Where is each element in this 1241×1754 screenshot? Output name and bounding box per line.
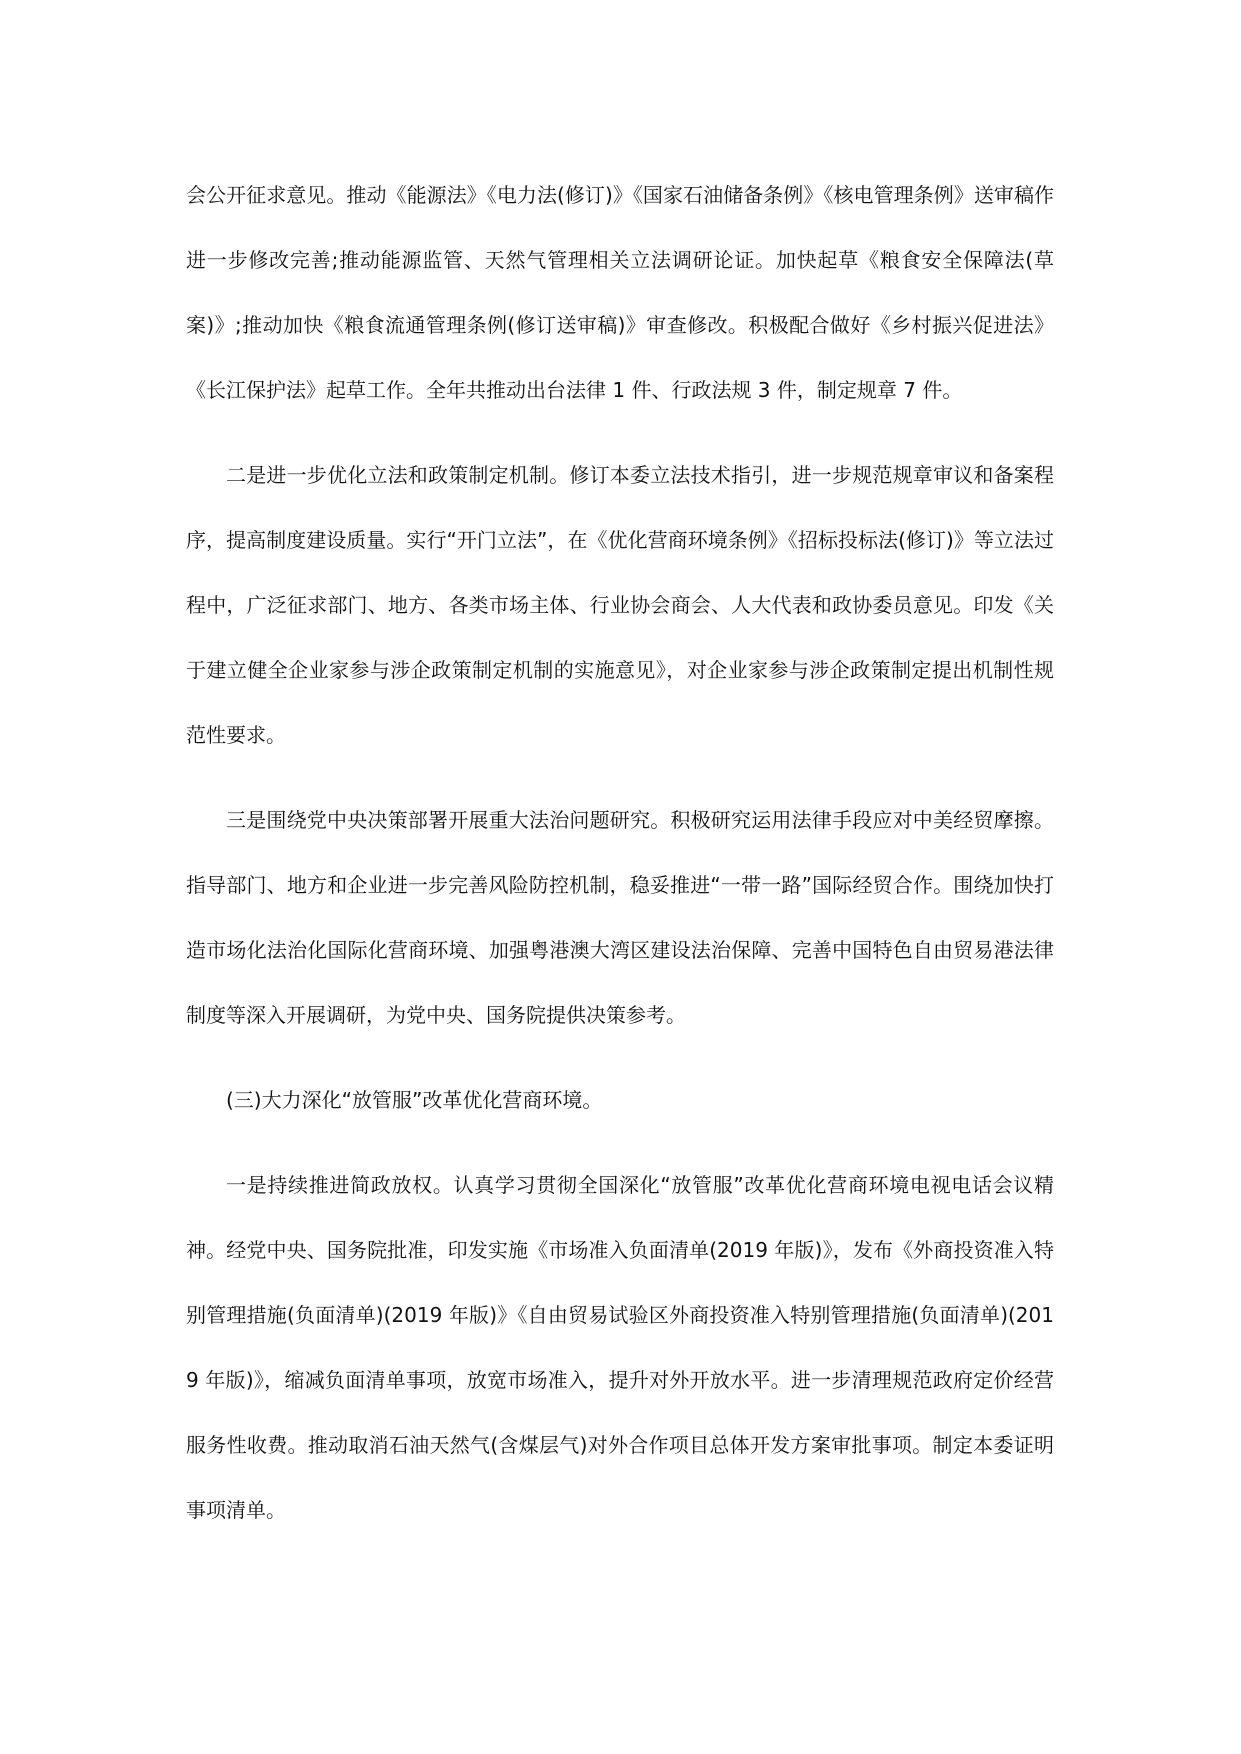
paragraph-simplify-administration: 一是持续推进简政放权。认真学习贯彻全国深化“放管服”改革优化营商环境电视电话会议精神。经党中央、国务院批准，印发实施《市场准入负面清单(2019 年版)》，发布《外商投资准入特别管理措施(负面清单)(2019 年版)》《自由贸易试验区外商投资准入特别管理措施(负面清单)(2019 年版)》，缩减负面清单事项，放宽市场准入，提升对外开放水平。进一步清理规范政府定价经营服务性收费。推动取消石油天然气(含煤层气)对外合作项目总体开发方案审批事项。制定本委证明事项清单。 [186, 1173, 1054, 1522]
paragraph-continuation: 会公开征求意见。推动《能源法》《电力法(修订)》《国家石油储备条例》《核电管理条例》送审稿作进一步修改完善;推动能源监管、天然气管理相关立法调研论证。加快起草《粮食安全保障法(草案)》;推动加快《粮食流通管理条例(修订送审稿)》审查修改。积极配合做好《乡村振兴促进法》《长江保护法》起草工作。全年共推动出台法律 1 件、行政法规 3 件，制定规章 7 件。 [186, 183, 1054, 402]
section-heading: (三)大力深化“放管服”改革优化营商环境。 [226, 1088, 603, 1112]
document-body [186, 163, 1054, 1543]
paragraph-legislation-mechanism: 二是进一步优化立法和政策制定机制。修订本委立法技术指引，进一步规范规章审议和备案程序，提高制度建设质量。实行“开门立法”，在《优化营商环境条例》《招标投标法(修订)》等立法过程中，广泛征求部门、地方、各类市场主体、行业协会商会、人大代表和政协委员意见。印发《关于建立健全企业家参与涉企政策制定机制的实施意见》，对企业家参与涉企政策制定提出机制性规范性要求。 [186, 463, 1054, 747]
paragraph-legal-research: 三是围绕党中央决策部署开展重大法治问题研究。积极研究运用法律手段应对中美经贸摩擦。指导部门、地方和企业进一步完善风险防控机制，稳妥推进“一带一路”国际经贸合作。围绕加快打造市场化法治化国际化营商环境、加强粤港澳大湾区建设法治保障、完善中国特色自由贸易港法律制度等深入开展调研，为党中央、国务院提供决策参考。 [186, 808, 1054, 1027]
